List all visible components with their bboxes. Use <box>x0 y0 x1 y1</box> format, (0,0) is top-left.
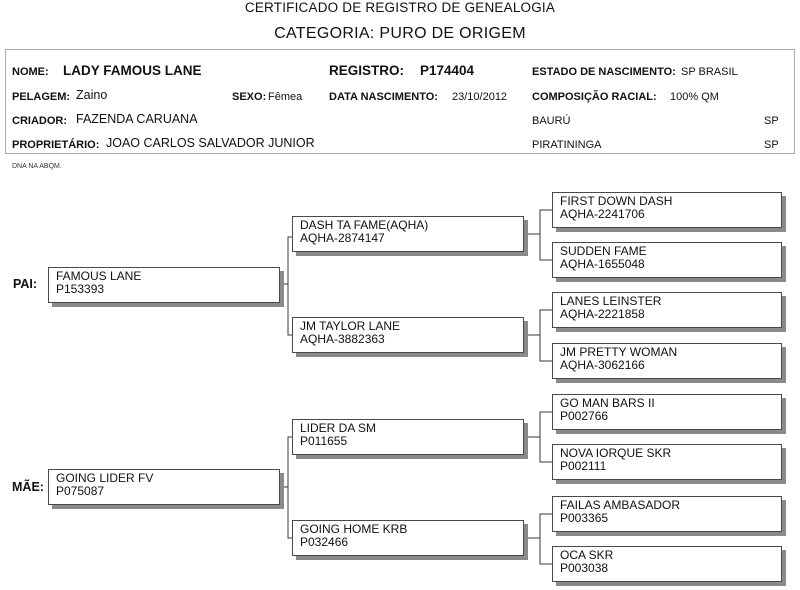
ancestor-box <box>552 343 782 379</box>
criador-state: SP <box>764 115 779 127</box>
paternal-granddam-name: JM TAYLOR LANE <box>300 319 401 333</box>
pelagem-value: Zaino <box>76 88 108 102</box>
ancestor-box <box>552 292 782 328</box>
criador-city: BAURÚ <box>532 115 571 127</box>
name-label: NOME: <box>12 66 49 78</box>
ancestor-reg: AQHA-3062166 <box>560 358 645 372</box>
ancestor-box <box>552 192 782 228</box>
maternal-grandsire-name: LIDER DA SM <box>300 421 377 435</box>
ancestor-name: OCA SKR <box>560 548 614 562</box>
proprietario-state: SP <box>764 139 779 151</box>
pai-label: PAI: <box>13 277 38 291</box>
proprietario-label: PROPRIETÁRIO: <box>12 139 100 151</box>
maternal-grandsire-reg: P011655 <box>300 434 348 448</box>
paternal-granddam-box <box>292 317 524 353</box>
sexo-value: Fêmea <box>268 91 303 103</box>
proprietario-value: JOAO CARLOS SALVADOR JUNIOR <box>106 136 315 150</box>
ancestor-reg: AQHA-1655048 <box>560 257 645 271</box>
paternal-grandsire-reg: AQHA-2874147 <box>300 231 385 245</box>
ancestor-name: FIRST DOWN DASH <box>560 194 673 208</box>
dna-note: DNA NA ABQM. <box>12 163 62 170</box>
criador-label: CRIADOR: <box>12 115 67 127</box>
sire-name: FAMOUS LANE <box>56 269 142 283</box>
mae-label: MÃE: <box>12 480 44 494</box>
composicao-value: 100% QM <box>670 91 719 103</box>
criador-value: FAZENDA CARUANA <box>76 112 198 126</box>
ancestor-reg: P002111 <box>560 459 607 473</box>
category-title: CATEGORIA: PURO DE ORIGEM <box>274 25 526 42</box>
ancestor-box <box>552 242 782 278</box>
ancestor-reg: P002766 <box>560 409 609 423</box>
maternal-granddam-box <box>292 520 524 556</box>
estado-nascimento-label: ESTADO DE NASCIMENTO: <box>532 66 676 78</box>
ancestor-reg: AQHA-2241706 <box>560 207 645 221</box>
maternal-granddam-name: GOING HOME KRB <box>300 522 408 536</box>
ancestor-name: JM PRETTY WOMAN <box>560 345 678 359</box>
registro-value: P174404 <box>420 63 475 78</box>
ancestor-name: NOVA IORQUE SKR <box>560 446 672 460</box>
ancestor-reg: P003365 <box>560 511 609 525</box>
sire-reg: P153393 <box>56 282 105 296</box>
data-nascimento-label: DATA NASCIMENTO: <box>329 91 438 103</box>
paternal-grandsire-name: DASH TA FAME(AQHA) <box>300 218 429 232</box>
ancestor-name: FAILAS AMBASADOR <box>560 498 681 512</box>
horse-name: LADY FAMOUS LANE <box>63 63 202 78</box>
sexo-label: SEXO: <box>232 91 267 103</box>
ancestor-name: SUDDEN FAME <box>560 244 647 258</box>
dam-box <box>48 469 280 505</box>
certificate-title: CERTIFICADO DE REGISTRO DE GENEALOGIA <box>244 0 556 15</box>
sire-box <box>48 267 280 303</box>
ancestor-reg: AQHA-2221858 <box>560 307 645 321</box>
ancestor-reg: P003038 <box>560 561 609 575</box>
ancestor-box <box>552 496 782 532</box>
dam-reg: P075087 <box>56 484 105 498</box>
dam-name: GOING LIDER FV <box>56 471 154 485</box>
maternal-granddam-reg: P032466 <box>300 535 349 549</box>
proprietario-city: PIRATININGA <box>532 139 602 151</box>
pelagem-label: PELAGEM: <box>12 91 71 103</box>
ancestor-name: LANES LEINSTER <box>560 294 662 308</box>
ancestor-box <box>552 394 782 430</box>
registro-label: REGISTRO: <box>329 63 405 78</box>
ancestor-box <box>552 444 782 480</box>
composicao-label: COMPOSIÇÃO RACIAL: <box>532 91 657 103</box>
paternal-granddam-reg: AQHA-3882363 <box>300 332 385 346</box>
maternal-grandsire-box <box>292 419 524 455</box>
ancestor-box <box>552 546 782 582</box>
paternal-grandsire-box <box>292 216 524 252</box>
estado-nascimento-value: SP BRASIL <box>681 66 738 78</box>
ancestor-name: GO MAN BARS II <box>560 396 655 410</box>
data-nascimento-value: 23/10/2012 <box>452 91 508 103</box>
